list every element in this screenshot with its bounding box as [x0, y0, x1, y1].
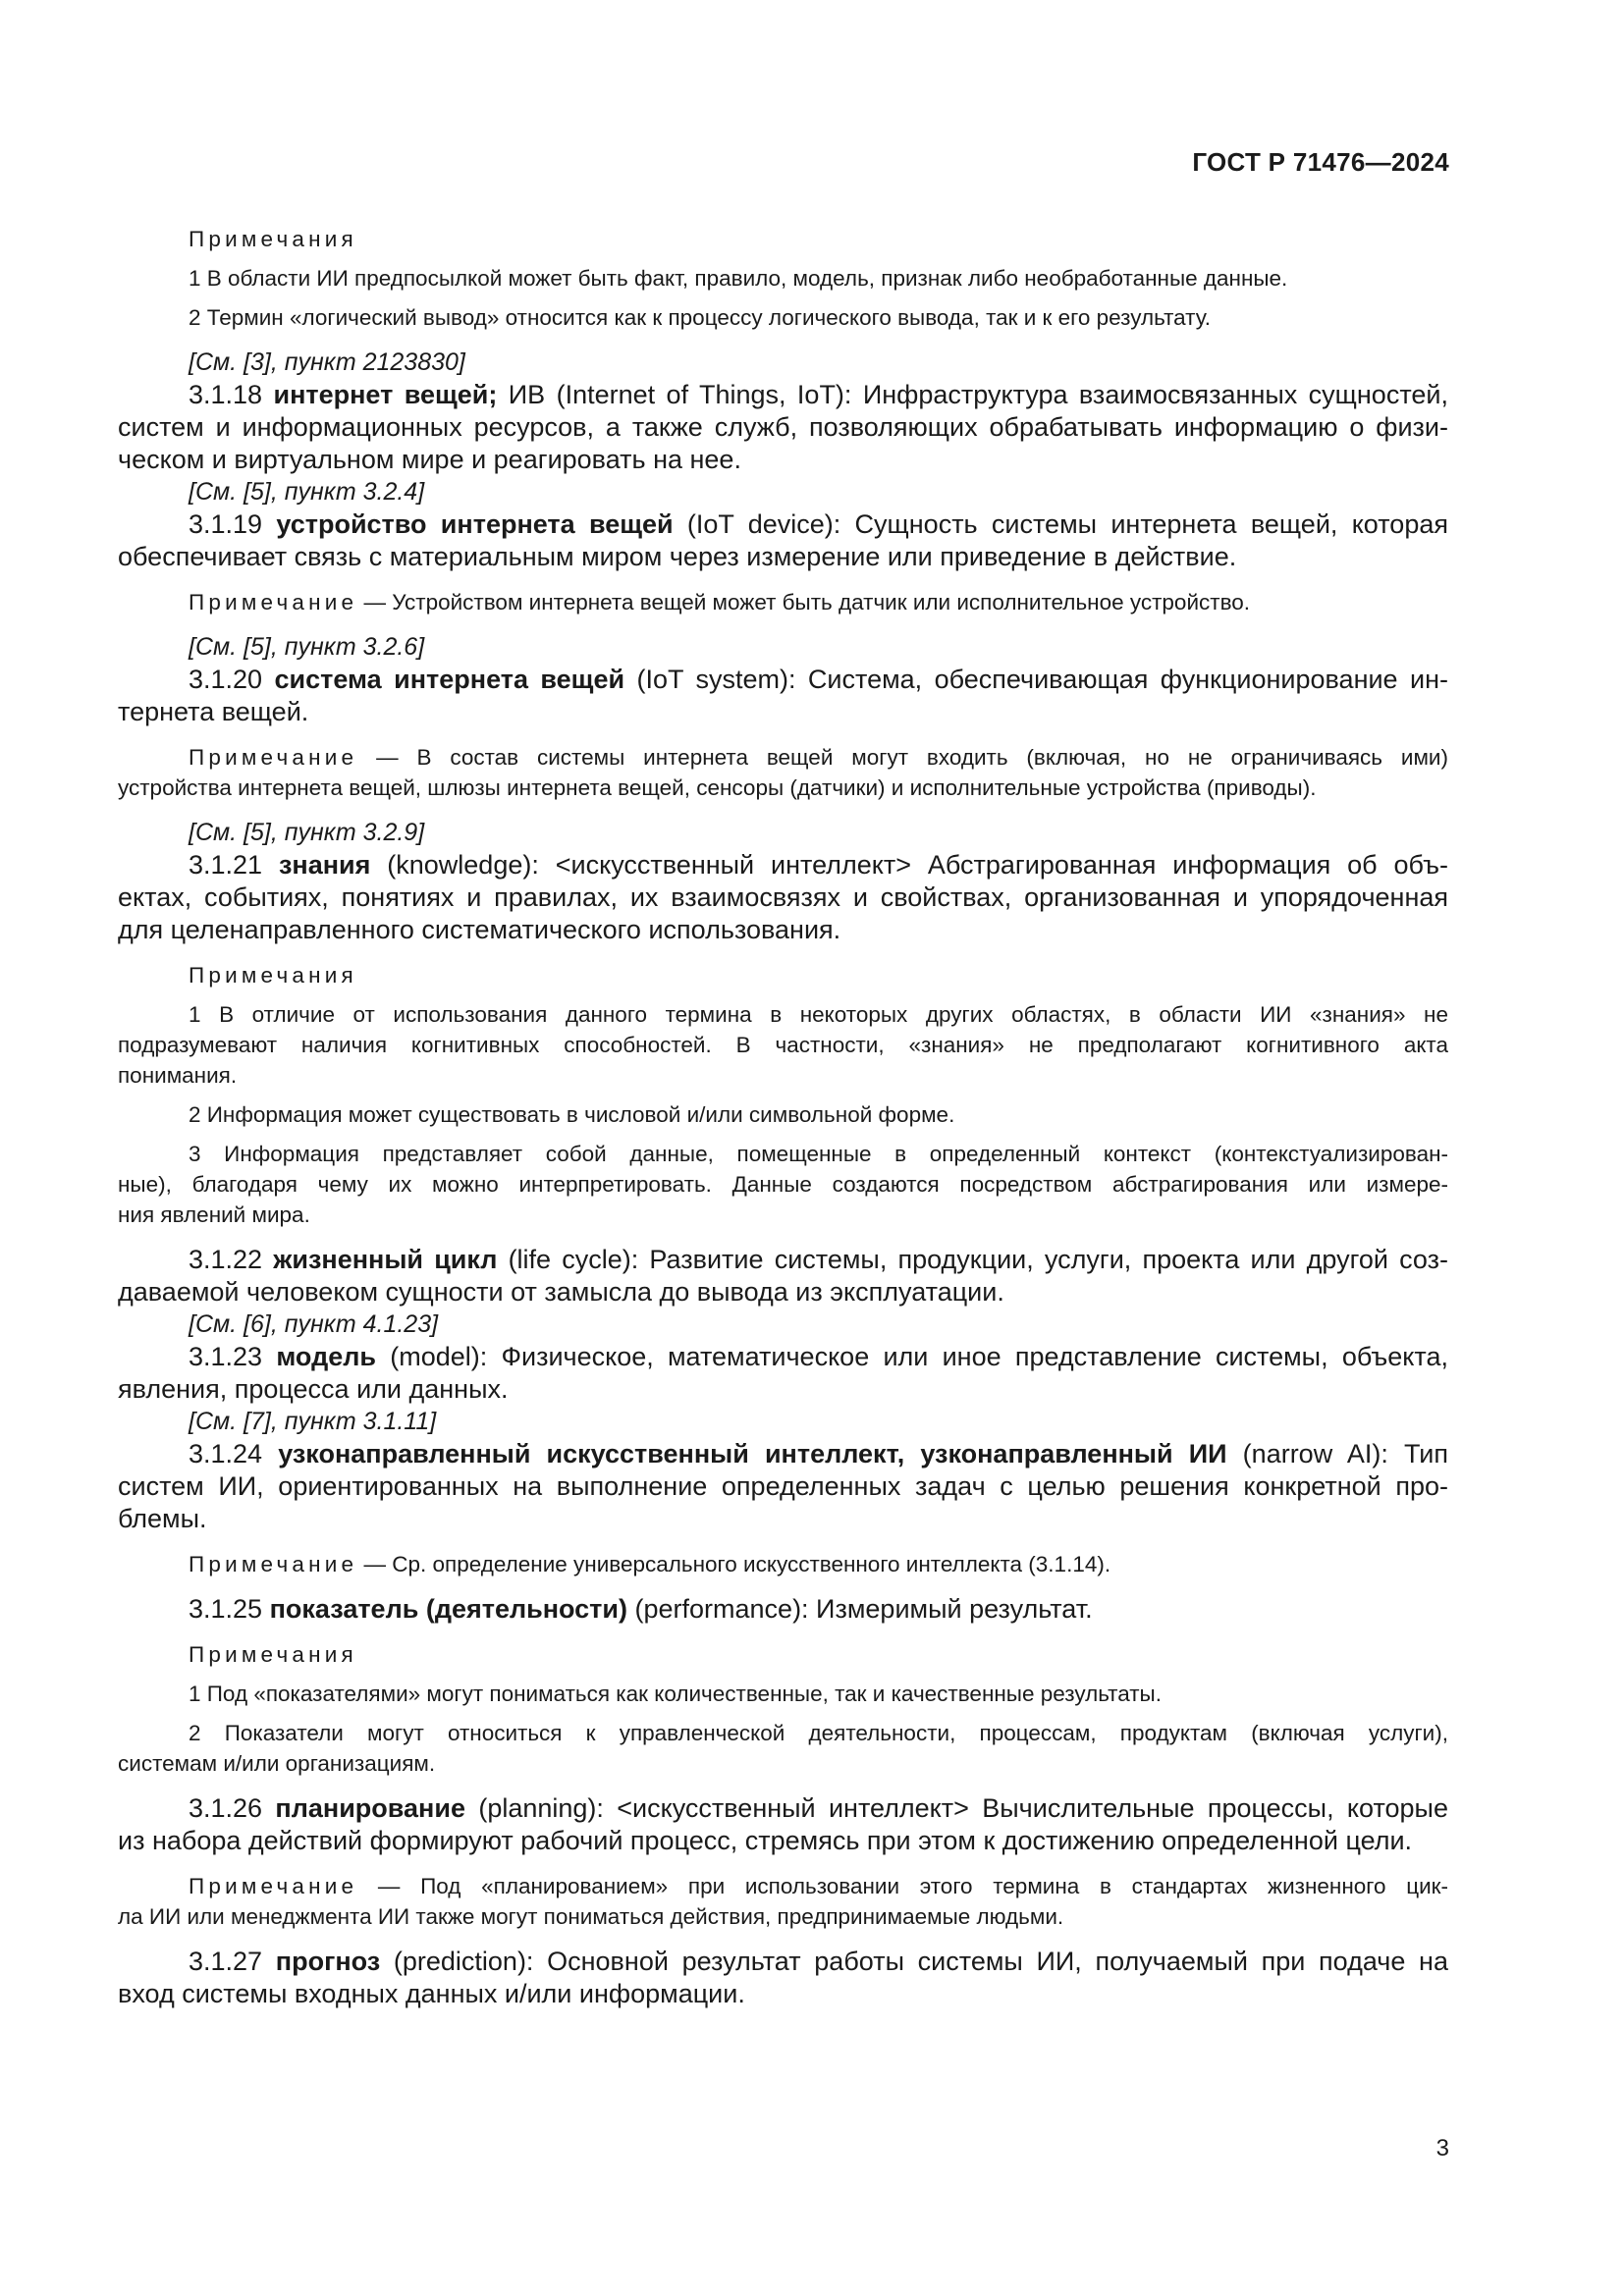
term-text: даваемой человеком сущности от замысла до вывода из эксплуатации.	[118, 1277, 1004, 1307]
term-name: система интернета вещей	[274, 665, 625, 694]
note-label: Примечание	[189, 590, 358, 614]
term-name: жизненный цикл	[273, 1245, 498, 1274]
term-name: знания	[278, 850, 371, 880]
term-3-1-20: 3.1.20 система интернета вещей (IoT system): Система, обеспечивающая функционирование ин-	[189, 665, 1448, 694]
note: Примечание — Под «планированием» при использовании этого термина в стандартах жизненного цик-	[189, 1874, 1448, 1898]
note-text: понимания.	[118, 1063, 238, 1088]
notes-label: Примечания	[189, 1642, 357, 1667]
note: Примечание — Устройством интернета вещей может быть датчик или исполнительное устройство.	[189, 590, 1251, 614]
note-text: системам и/или организациям.	[118, 1751, 436, 1776]
source-reference: [См. [5], пункт 3.2.4]	[189, 478, 425, 506]
document-body	[118, 224, 1448, 2010]
term-text: систем и информационных ресурсов, а также служб, позволяющих обрабатывать информацию о физи-	[118, 412, 1448, 442]
term-name: прогноз	[275, 1947, 381, 1976]
term-3-1-27: 3.1.27 прогноз (prediction): Основной результат работы системы ИИ, получаемый при подаче на	[189, 1947, 1448, 1976]
note-text: устройства интернета вещей, шлюзы интернета вещей, сенсоры (датчики) и исполнительные устройства (приводы).	[118, 775, 1317, 800]
term-text: вход системы входных данных и/или информации.	[118, 1979, 745, 2008]
term-3-1-26: 3.1.26 планирование (planning): <искусственный интеллект> Вычислительные процессы, которые	[189, 1793, 1448, 1823]
note: Примечание — Ср. определение универсального искусственного интеллекта (3.1.14).	[189, 1552, 1111, 1576]
note-label: Примечание	[189, 1874, 358, 1898]
term-name: модель	[276, 1342, 376, 1371]
term-text: систем ИИ, ориентированных на выполнение определенных задач с целью решения конкретной про-	[118, 1471, 1448, 1501]
term-name: интернет вещей;	[273, 380, 498, 409]
term-3-1-23: 3.1.23 модель (model): Физическое, математическое или иное представление системы, объекта,	[189, 1342, 1448, 1371]
term-text: из набора действий формируют рабочий процесс, стремясь при этом к достижению определенной цели.	[118, 1826, 1413, 1855]
term-3-1-21: 3.1.21 знания (knowledge): <искусственный интеллект> Абстрагированная информация об объ-	[189, 850, 1448, 880]
note-text: 3 Информация представляет собой данные, помещенные в определенный контекст (контекстуализирован-	[189, 1142, 1448, 1166]
term-3-1-24: 3.1.24 узконаправленный искусственный интеллект, узконаправленный ИИ (narrow AI): Тип	[189, 1439, 1448, 1468]
notes-label: Примечания	[189, 227, 357, 251]
note-label: Примечание	[189, 1552, 358, 1576]
note-text: 2 Термин «логический вывод» относится как к процессу логического вывода, так и к его результату.	[189, 305, 1211, 330]
note-text: ла ИИ или менеджмента ИИ также могут пониматься действия, предпринимаемые людьми.	[118, 1904, 1064, 1929]
term-name: показатель (деятельности)	[269, 1594, 627, 1624]
term-text: тернета вещей.	[118, 697, 309, 726]
note-label: Примечание	[189, 745, 358, 770]
term-text: для целенаправленного систематического использования.	[118, 915, 841, 944]
term-text: блемы.	[118, 1504, 207, 1533]
source-reference: [См. [3], пункт 2123830]	[189, 348, 465, 376]
notes-label: Примечания	[189, 963, 357, 988]
note-text: 1 Под «показателями» могут пониматься как количественные, так и качественные результаты.	[189, 1682, 1162, 1706]
note: Примечание — В состав системы интернета вещей могут входить (включая, но не ограничиваясь ими)	[189, 745, 1448, 770]
note-text: ные), благодаря чему их можно интерпретировать. Данные создаются посредством абстрагирования или измере-	[118, 1172, 1448, 1197]
term-name: планирование	[275, 1793, 465, 1823]
note-text: 1 В отличие от использования данного термина в некоторых других областях, в области ИИ «знания» не	[189, 1002, 1448, 1027]
source-reference: [См. [6], пункт 4.1.23]	[189, 1310, 439, 1338]
document-code: ГОСТ Р 71476—2024	[1192, 147, 1449, 177]
note-text: 2 Показатели могут относиться к управленческой деятельности, процессам, продуктам (включая услуги),	[189, 1721, 1448, 1745]
term-3-1-22: 3.1.22 жизненный цикл (life cycle): Развитие системы, продукции, услуги, проекта или другой соз-	[189, 1245, 1448, 1274]
note-text: 1 В области ИИ предпосылкой может быть факт, правило, модель, признак либо необработанные данные.	[189, 266, 1288, 291]
source-reference: [См. [5], пункт 3.2.9]	[189, 819, 425, 846]
term-text: ческом и виртуальном мире и реагировать на нее.	[118, 445, 741, 474]
term-text: ектах, событиях, понятиях и правилах, их взаимосвязях и свойствах, организованная и упорядоченная	[118, 882, 1448, 912]
term-text: обеспечивает связь с материальным миром через измерение или приведение в действие.	[118, 542, 1237, 571]
term-name: устройство интернета вещей	[276, 509, 674, 539]
source-reference: [См. [5], пункт 3.2.6]	[189, 633, 425, 661]
term-text: явления, процесса или данных.	[118, 1374, 509, 1404]
page-number: 3	[1435, 2135, 1449, 2162]
term-3-1-25: 3.1.25 показатель (деятельности) (performance): Измеримый результат.	[189, 1594, 1093, 1624]
term-3-1-19: 3.1.19 устройство интернета вещей (IoT device): Сущность системы интернета вещей, которая	[189, 509, 1448, 539]
note-text: 2 Информация может существовать в числовой и/или символьной форме.	[189, 1102, 955, 1127]
source-reference: [См. [7], пункт 3.1.11]	[189, 1408, 437, 1435]
note-text: ния явлений мира.	[118, 1202, 310, 1227]
note-text: подразумевают наличия когнитивных способностей. В частности, «знания» не предполагают когнитивного акта	[118, 1033, 1448, 1057]
term-name: узконаправленный искусственный интеллект, узконаправленный ИИ	[278, 1439, 1227, 1468]
term-3-1-18: 3.1.18 интернет вещей; ИВ (Internet of Things, IoT): Инфраструктура взаимосвязанных сущностей,	[189, 380, 1448, 409]
